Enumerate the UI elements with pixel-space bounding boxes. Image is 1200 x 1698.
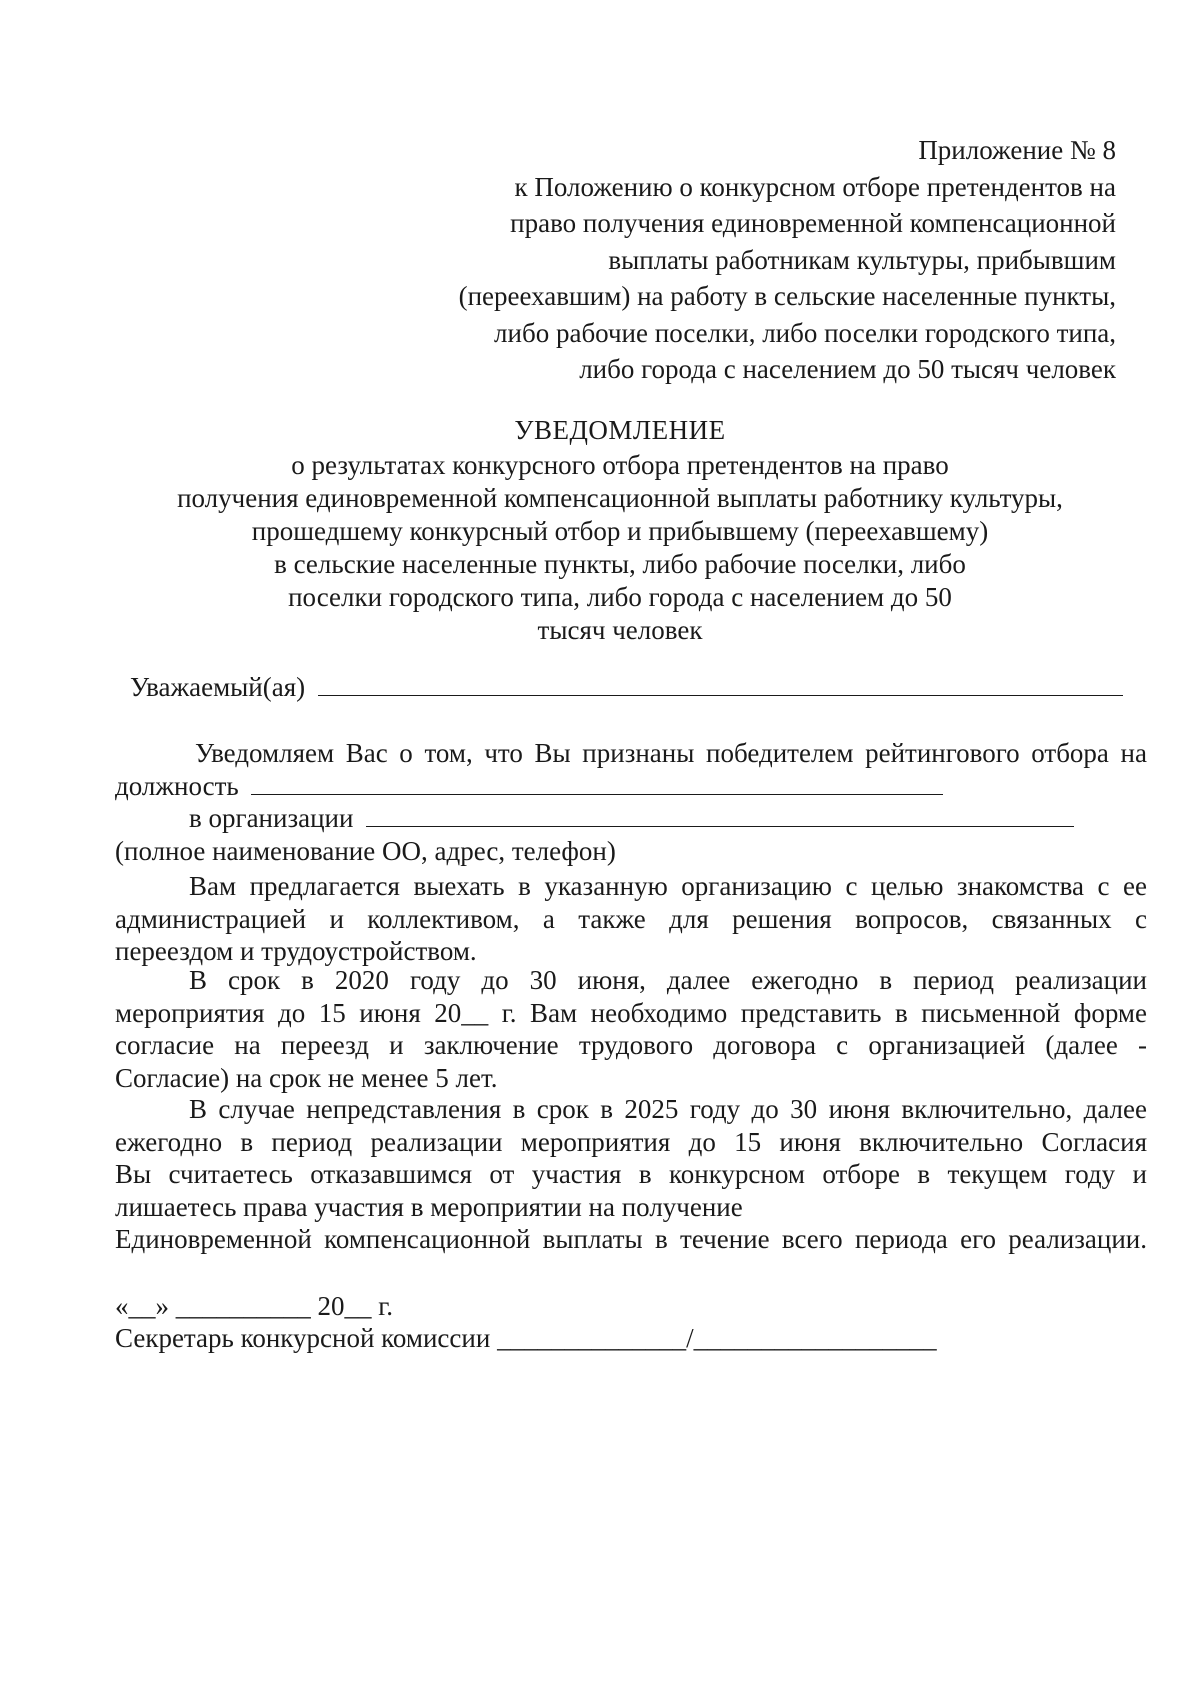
position-row [115,770,1147,803]
paragraph-line: администрацией и коллективом, а также для решения вопросов, связанных с [115,903,1147,934]
notice-title-block [100,414,1140,647]
secretary-row [115,1322,937,1354]
appendix-header [396,132,1116,388]
date-line[interactable]: «__» __________ 20__ г. [115,1291,394,1321]
paragraph-line: ежегодно в период реализации мероприятия до 15 июня включительно Согласия [115,1126,1147,1157]
paragraph-line: Вам предлагается выехать в указанную организацию с целью знакомства с ее [189,871,1147,901]
paragraph-line: Единовременной компенсационной выплаты в течение всего периода его реализации. [115,1224,1147,1254]
organization-row [115,802,1147,835]
paragraph-line: В срок в 2020 году до 30 июня, далее ежегодно в период реализации [189,965,1147,995]
paragraph-line: мероприятия до 15 июня 20__ г. Вам необходимо представить в письменной форме [115,997,1147,1028]
title-line: получения единовременной компенсационной выплаты работнику культуры, [177,483,1063,513]
title-line: в сельские населенные пункты, либо рабочие поселки, либо [274,549,966,579]
appendix-line: либо города с населением до 50 тысяч человек [579,354,1116,384]
appendix-line: либо рабочие поселки, либо поселки городского типа, [494,317,1116,348]
organization-blank[interactable] [366,804,1074,827]
title-line: о результатах конкурсного отбора претендентов на право [291,450,949,480]
position-label: должность [115,770,239,801]
paragraph-line: согласие на переезд и заключение трудового договора с организацией (далее - [115,1030,1147,1060]
organization-label: в организации [189,803,354,833]
appendix-line: выплаты работникам культуры, прибывшим [608,244,1116,275]
recipient-name-blank[interactable] [318,673,1123,696]
signature-blanks[interactable]: ______________/__________________ [497,1323,937,1353]
paragraph-line: переездом и трудоустройством. [115,936,477,966]
organization-hint: (полное наименование ОО, адрес, телефон) [115,835,616,866]
invitation-paragraph [115,870,1147,968]
appendix-line: право получения единовременной компенсационной [510,208,1116,238]
notice-line: Уведомляем Вас о том, что Вы признаны победителем рейтингового отбора на [195,738,1147,768]
title-line: прошедшему конкурсный отбор и прибывшему (переехавшему) [251,516,989,546]
appendix-line: к Положению о конкурсном отборе претендентов на [514,171,1116,202]
refusal-paragraph [115,1093,1147,1256]
title-line: тысяч человек [537,615,703,645]
appendix-line: Приложение № 8 [918,135,1116,165]
secretary-label: Секретарь конкурсной комиссии [115,1323,491,1353]
title-line: поселки городского типа, либо города с населением до 50 [288,582,952,612]
notice-heading: УВЕДОМЛЕНИЕ [514,415,726,445]
paragraph-line: Согласие) на срок не менее 5 лет. [115,1062,498,1093]
greeting-label: Уважаемый(ая) [130,672,306,702]
greeting-row [130,672,1123,703]
signature-footer [115,1290,937,1354]
appendix-line: (переехавшим) на работу в сельские населенные пункты, [458,281,1116,311]
notice-paragraph [115,737,1147,867]
position-blank[interactable] [251,772,943,795]
deadline-paragraph [115,964,1147,1094]
paragraph-line: лишаетесь права участия в мероприятии на получение [115,1191,743,1222]
paragraph-line: В случае непредставления в срок в 2025 году до 30 июня включительно, далее [189,1094,1147,1124]
paragraph-line: Вы считаетесь отказавшимся от участия в конкурсном отборе в текущем году и [115,1159,1147,1189]
